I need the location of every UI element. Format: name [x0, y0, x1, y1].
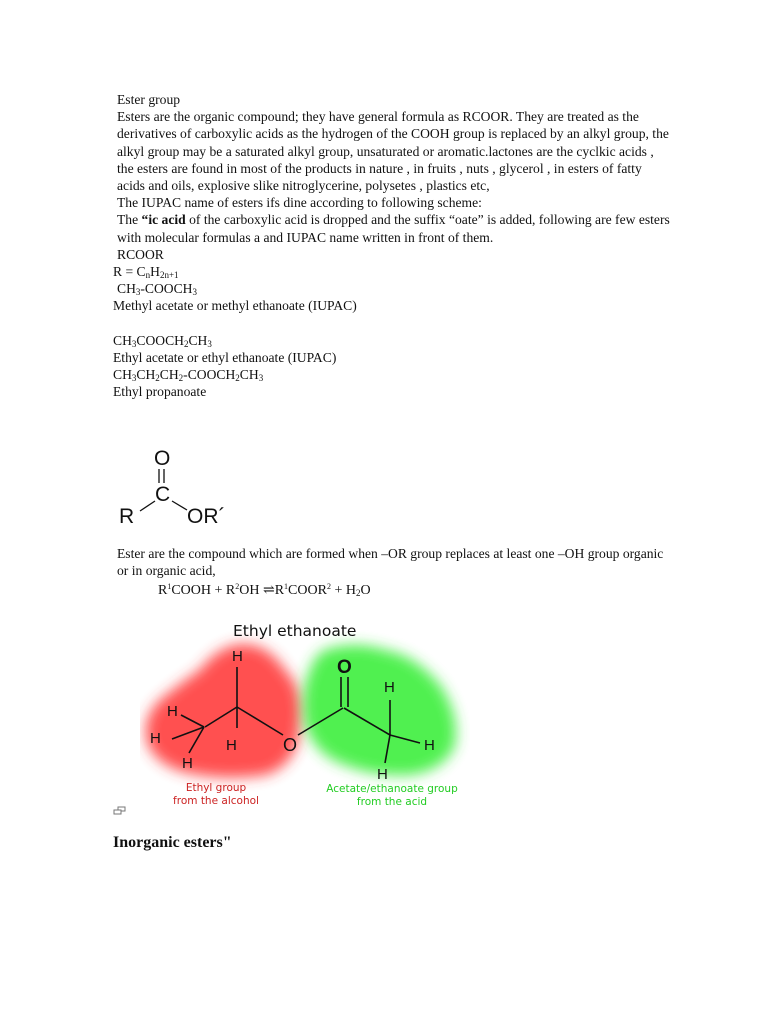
scheme-paragraph	[113, 211, 673, 245]
acetate-group-highlight	[303, 645, 456, 775]
eq-part: COOR	[288, 583, 327, 598]
inorganic-esters-heading: Inorganic esters"	[113, 834, 232, 851]
ester-intro-section	[113, 91, 673, 400]
r-formula-h: H	[150, 264, 160, 280]
definition-paragraph: Ester are the compound which are formed when –OR group replaces at least one –OH group organic or in organic acid,	[117, 545, 664, 578]
eq-sup: 1	[284, 582, 289, 591]
ex3-part: CH	[136, 367, 156, 383]
acetate-group-caption: from the acid	[356, 796, 428, 808]
eq-part: O	[360, 583, 371, 598]
ethyl-group-caption: from the alcohol	[173, 795, 259, 807]
image-placeholder-icon[interactable]	[113, 806, 127, 816]
ex3-part: CH	[113, 367, 132, 383]
scheme-bold: “ic acid	[141, 212, 186, 228]
ex3-sub: 2	[178, 373, 184, 384]
ex1-sub: 3	[135, 287, 141, 298]
spacer	[113, 315, 673, 332]
carbon-label: C	[155, 483, 171, 506]
example-2-name: Ethyl acetate or ethyl ethanoate (IUPAC)	[113, 349, 337, 365]
eq-part: OH ⇌R	[239, 583, 285, 598]
eq-part: R	[158, 583, 168, 598]
eq-part: COOH + R	[171, 583, 236, 598]
ex3-part: -COOCH	[183, 367, 236, 383]
intro-paragraph: Esters are the organic compound; they have general formula as RCOOR. They are treated as the derivatives of carboxylic acids as the hydrogen of the COOH group is replaced by an alkyl group, the alkyl group may be a saturated alkyl group, unsaturated or aromatic.lactones are the cyclkic acids , the esters are found in most of the products in nature , in fruits , nuts , glycerol , in esters of fatty acids and oils, explosive slike nitroglycerine, polysetes , plastics etc,	[117, 109, 669, 194]
ex2-sub: 3	[207, 338, 212, 349]
ethyl-group-caption: Ethyl group	[185, 782, 247, 794]
scheme-rest: of the carboxylic acid is dropped and the suffix “oate” is added, following are few esters with molecular formulas a and IUPAC name written in front of them.	[117, 212, 670, 245]
h-atom-label: H	[424, 737, 435, 754]
ex1-part: CH	[117, 281, 136, 297]
r-formula	[113, 263, 673, 280]
diagram-title: Ethyl ethanoate	[233, 622, 357, 640]
example-1-name: Methyl acetate or methyl ethanoate (IUPAC)	[113, 298, 357, 314]
or-group-label: OR´	[187, 505, 226, 528]
r-formula-sub: 2n+1	[159, 270, 179, 281]
h-atom-label: H	[232, 648, 243, 665]
carbonyl-oxygen-label: O	[154, 447, 171, 470]
example-3-formula	[113, 366, 673, 383]
example-2-formula	[113, 332, 673, 349]
ester-oxygen-label: O	[283, 735, 298, 755]
carbonyl-oxygen-label: O	[337, 657, 352, 678]
acetate-group-caption: Acetate/ethanoate group	[326, 783, 458, 795]
ex2-part: CH	[188, 332, 208, 348]
h-atom-label: H	[377, 766, 388, 783]
r-formula-n: n	[145, 270, 151, 281]
ex1-sub: 3	[192, 287, 198, 298]
eq-sup: 1	[167, 582, 172, 591]
eq-part: + H	[330, 583, 356, 598]
ex3-part: CH	[239, 367, 259, 383]
h-atom-label: H	[226, 737, 237, 754]
example-3-name: Ethyl propanoate	[113, 384, 207, 400]
eq-sup: 2	[235, 582, 240, 591]
eq-sup: 2	[326, 582, 331, 591]
ex3-sub: 3	[258, 373, 264, 384]
ex3-sub: 2	[155, 373, 160, 384]
r-formula-start: R = C	[113, 264, 146, 280]
ethyl-ethanoate-diagram	[140, 615, 470, 815]
h-atom-label: H	[182, 755, 193, 772]
ex3-sub: 2	[235, 373, 240, 384]
ex2-sub: 2	[183, 338, 189, 349]
general-formula: RCOOR	[117, 246, 164, 262]
ex2-part: COOCH	[136, 332, 184, 348]
ex3-part: CH	[159, 367, 179, 383]
ex1-part: -COOCH	[140, 281, 193, 297]
iupac-line: The IUPAC name of esters ifs dine according to following scheme:	[117, 195, 482, 211]
h-atom-label: H	[167, 703, 178, 720]
ester-structure-diagram	[110, 440, 240, 535]
h-atom-label: H	[150, 730, 161, 747]
section-title: Ester group	[117, 92, 181, 107]
ex2-sub: 3	[131, 338, 137, 349]
ex3-sub: 3	[131, 373, 137, 384]
example-1-formula	[113, 280, 673, 297]
group-captions	[173, 782, 458, 808]
ex2-part: CH	[113, 332, 132, 348]
r-group-label: R	[119, 505, 135, 528]
h-atom-label: H	[384, 679, 395, 696]
scheme-prefix: The	[117, 212, 142, 228]
eq-sub: 2	[355, 588, 361, 598]
esterification-equation	[158, 582, 371, 600]
